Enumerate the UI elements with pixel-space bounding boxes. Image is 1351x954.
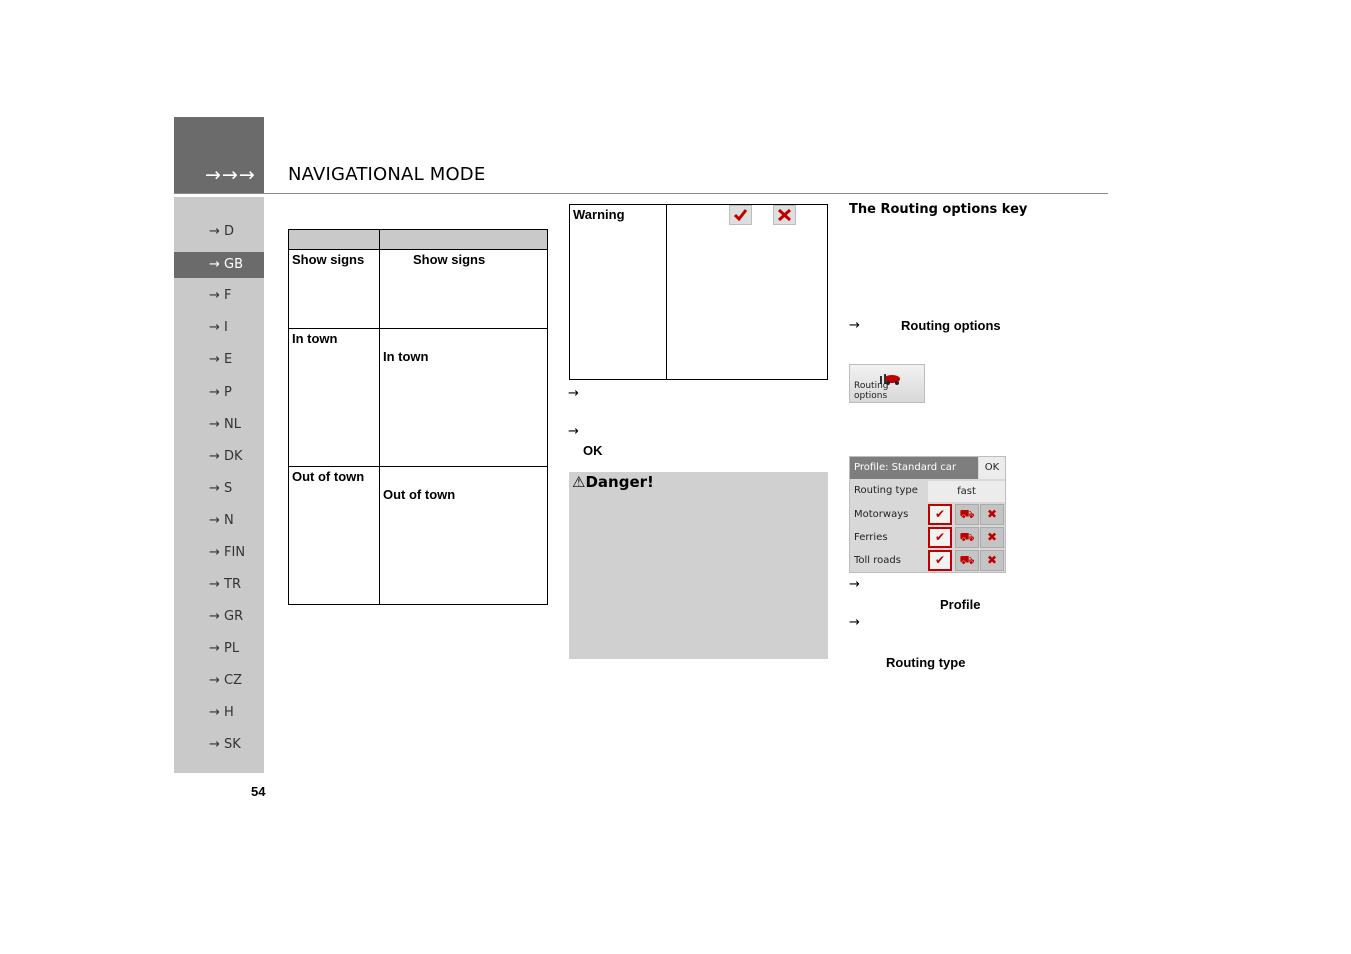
sidebar-item-s[interactable]: → S bbox=[209, 481, 233, 496]
routing-options-screen bbox=[849, 456, 1006, 573]
ok-button[interactable]: OK bbox=[979, 457, 1005, 479]
row-description: Out of town bbox=[380, 467, 548, 605]
sidebar-item-n[interactable]: → N bbox=[209, 513, 234, 528]
sidebar-item-pl[interactable]: → PL bbox=[209, 641, 240, 656]
arrow-bullet: → bbox=[568, 386, 579, 401]
sidebar-item-gr[interactable]: → GR bbox=[209, 609, 244, 624]
sidebar-item-e[interactable]: → E bbox=[209, 352, 233, 367]
routing-options-heading: The Routing options key bbox=[849, 202, 1028, 217]
sidebar-item-gb[interactable]: → GB bbox=[174, 252, 264, 278]
sidebar-item-d[interactable]: → D bbox=[209, 224, 235, 239]
routing-type-reference: Routing type bbox=[886, 655, 966, 670]
toll-roads-label: Toll roads bbox=[854, 555, 901, 566]
header-divider bbox=[174, 193, 1108, 194]
cross-icon[interactable]: ✖ bbox=[980, 550, 1004, 571]
warning-description bbox=[667, 205, 828, 380]
cross-icon[interactable]: ✖ bbox=[980, 527, 1004, 548]
table-header-cell bbox=[380, 230, 548, 250]
row-label: In town bbox=[289, 329, 380, 467]
cross-icon bbox=[773, 205, 796, 225]
ok-reference: OK bbox=[583, 443, 603, 458]
cross-icon[interactable]: ✖ bbox=[980, 504, 1004, 525]
check-icon[interactable]: ✔ bbox=[928, 550, 952, 571]
sidebar-item-h[interactable]: → H bbox=[209, 705, 234, 720]
motorways-label: Motorways bbox=[854, 509, 909, 520]
warning-triangle-icon: ⚠ bbox=[572, 473, 586, 491]
row-label: Out of town bbox=[289, 467, 380, 605]
check-icon[interactable]: ✔ bbox=[928, 504, 952, 525]
ferries-label: Ferries bbox=[854, 532, 888, 543]
profile-selector[interactable]: Profile: Standard car bbox=[850, 457, 978, 479]
routing-options-reference: Routing options bbox=[901, 318, 1001, 333]
danger-title bbox=[572, 473, 654, 491]
sidebar-item-dk[interactable]: → DK bbox=[209, 449, 243, 464]
sidebar-item-fin[interactable]: → FIN bbox=[209, 545, 246, 560]
header-arrows: →→→ bbox=[205, 164, 256, 186]
row-label: Show signs bbox=[289, 250, 380, 329]
page-title: NAVIGATIONAL MODE bbox=[288, 164, 486, 185]
page-number: 54 bbox=[251, 784, 266, 799]
car-road-icon[interactable]: ⛟ bbox=[955, 527, 979, 548]
arrow-bullet: → bbox=[849, 318, 860, 333]
car-road-icon[interactable]: ⛟ bbox=[955, 550, 979, 571]
table-row bbox=[570, 205, 828, 380]
table-header-cell bbox=[289, 230, 380, 250]
routing-options-button[interactable] bbox=[849, 364, 925, 403]
warning-table bbox=[569, 204, 828, 380]
profile-reference: Profile bbox=[940, 597, 981, 612]
sidebar-item-i[interactable]: → I bbox=[209, 320, 228, 335]
sidebar-item-tr[interactable]: → TR bbox=[209, 577, 241, 592]
arrow-bullet: → bbox=[849, 577, 860, 592]
car-road-icon[interactable]: ⛟ bbox=[955, 504, 979, 525]
sidebar-item-nl[interactable]: → NL bbox=[209, 417, 241, 432]
row-description: Show signs bbox=[380, 250, 548, 329]
routing-type-value[interactable]: fast bbox=[928, 481, 1005, 502]
sidebar-item-sk[interactable]: → SK bbox=[209, 737, 241, 752]
warning-label: Warning bbox=[570, 205, 667, 380]
sidebar-item-f[interactable]: → F bbox=[209, 288, 232, 303]
table-row bbox=[289, 467, 548, 605]
check-icon bbox=[729, 205, 752, 225]
sidebar-item-p[interactable]: → P bbox=[209, 385, 232, 400]
danger-label: Danger! bbox=[585, 473, 654, 491]
language-sidebar bbox=[174, 197, 264, 773]
table-row bbox=[289, 250, 548, 329]
arrow-bullet: → bbox=[568, 424, 579, 439]
table-row bbox=[289, 329, 548, 467]
routing-options-button-label: Routing options bbox=[854, 381, 889, 401]
check-icon[interactable]: ✔ bbox=[928, 527, 952, 548]
danger-box bbox=[569, 472, 828, 659]
sidebar-item-cz[interactable]: → CZ bbox=[209, 673, 243, 688]
row-description: In town bbox=[380, 329, 548, 467]
signs-table bbox=[288, 229, 548, 605]
routing-type-label: Routing type bbox=[854, 485, 918, 496]
arrow-bullet: → bbox=[849, 615, 860, 630]
